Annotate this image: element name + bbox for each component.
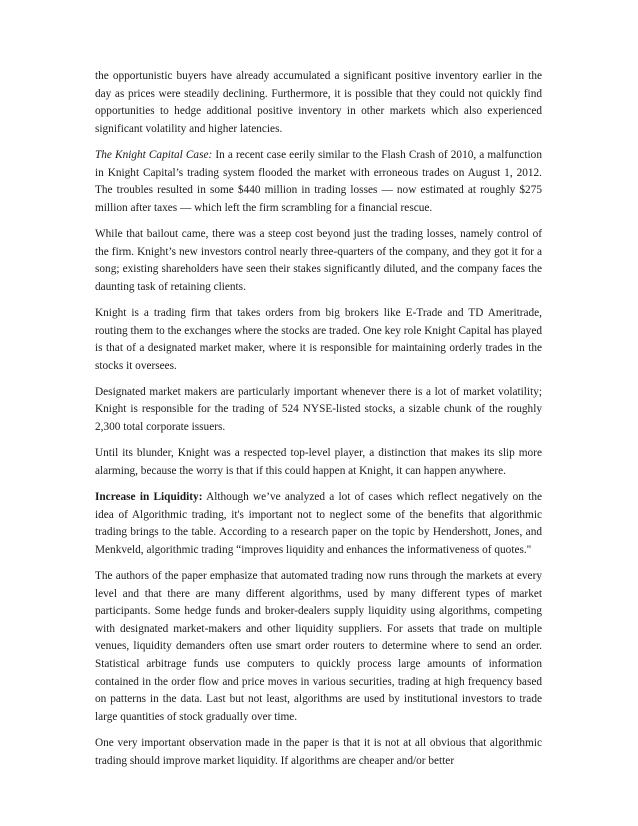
paragraph-4: [95, 305, 542, 375]
paragraph-7: [95, 489, 542, 559]
paragraph-2: [95, 147, 542, 217]
paragraph-5: [95, 384, 542, 437]
paragraph-2-lead: The Knight Capital Case:: [95, 148, 213, 161]
paragraph-5-text: Designated market makers are particularly important whenever there is a lot of market volatility; Knight is responsible for the trading of 524 NYSE-listed stocks, a sizable chunk of the roughly 2,300 total corporate issuers.: [95, 385, 542, 434]
paragraph-3-text: While that bailout came, there was a steep cost beyond just the trading losses, namely control of the firm. Knight’s new investors control nearly three-quarters of the company, and they got it for a song; existing shareholders have seen their stakes significantly diluted, and the company faces the daunting task of retaining clients.: [95, 227, 542, 293]
paragraph-1: [95, 68, 542, 138]
paragraph-7-lead: Increase in Liquidity:: [95, 491, 203, 504]
document-page: [95, 68, 542, 779]
paragraph-8: [95, 568, 542, 726]
paragraph-1-text: the opportunistic buyers have already accumulated a significant positive inventory earlier in the day as prices were steadily declining. Furthermore, it is possible that they could not quickly find opportunities to hedge additional positive inventory in other markets which also experienced significant volatility and higher latencies.: [95, 70, 542, 135]
paragraph-3: [95, 226, 542, 296]
paragraph-7-text: Although we’ve analyzed a lot of cases which reflect negatively on the idea of Algorithmic trading, it's important not to neglect some of the benefits that algorithmic trading brings to the table. According to a research paper on the topic by Hendershott, Jones, and Menkveld, algorithmic trading “improves liquidity and enhances the informativeness of quotes.": [95, 491, 542, 556]
paragraph-6: [95, 445, 542, 480]
paragraph-9: [95, 735, 542, 770]
paragraph-2-text: In a recent case eerily similar to the Flash Crash of 2010, a malfunction in Knight Capital’s trading system flooded the market with erroneous trades on August 1, 2012. The troubles resulted in some $440 million in trading losses — now estimated at roughly $275 million after taxes — which left the firm scrambling for a financial rescue.: [95, 148, 542, 214]
paragraph-9-text: One very important observation made in the paper is that it is not at all obvious that algorithmic trading should improve market liquidity. If algorithms are cheaper and/or better: [95, 736, 542, 767]
paragraph-4-text: Knight is a trading firm that takes orders from big brokers like E-Trade and TD Ameritrade, routing them to the exchanges where the stocks are traded. One key role Knight Capital has played is that of a designated market maker, where it is responsible for maintaining orderly trades in the stocks it oversees.: [95, 306, 542, 372]
paragraph-6-text: Until its blunder, Knight was a respected top-level player, a distinction that makes its slip more alarming, because the worry is that if this could happen at Knight, it can happen anywhere.: [95, 447, 542, 477]
paragraph-8-text: The authors of the paper emphasize that automated trading now runs through the markets at every level and that there are many different algorithms, used by many different types of market participants. Some hedge funds and broker-dealers supply liquidity using algorithms, competing with designated market-makers and other liquidity suppliers. For assets that trade on multiple venues, liquidity demanders often use smart order routers to determine where to send an order. Statistical arbitrage funds use computers to quickly process large amounts of information contained in the order flow and price moves in various securities, trading at high frequency based on patterns in the data. Last but not least, algorithms are used by institutional investors to trade large quantities of stock gradually over time.: [95, 570, 542, 723]
